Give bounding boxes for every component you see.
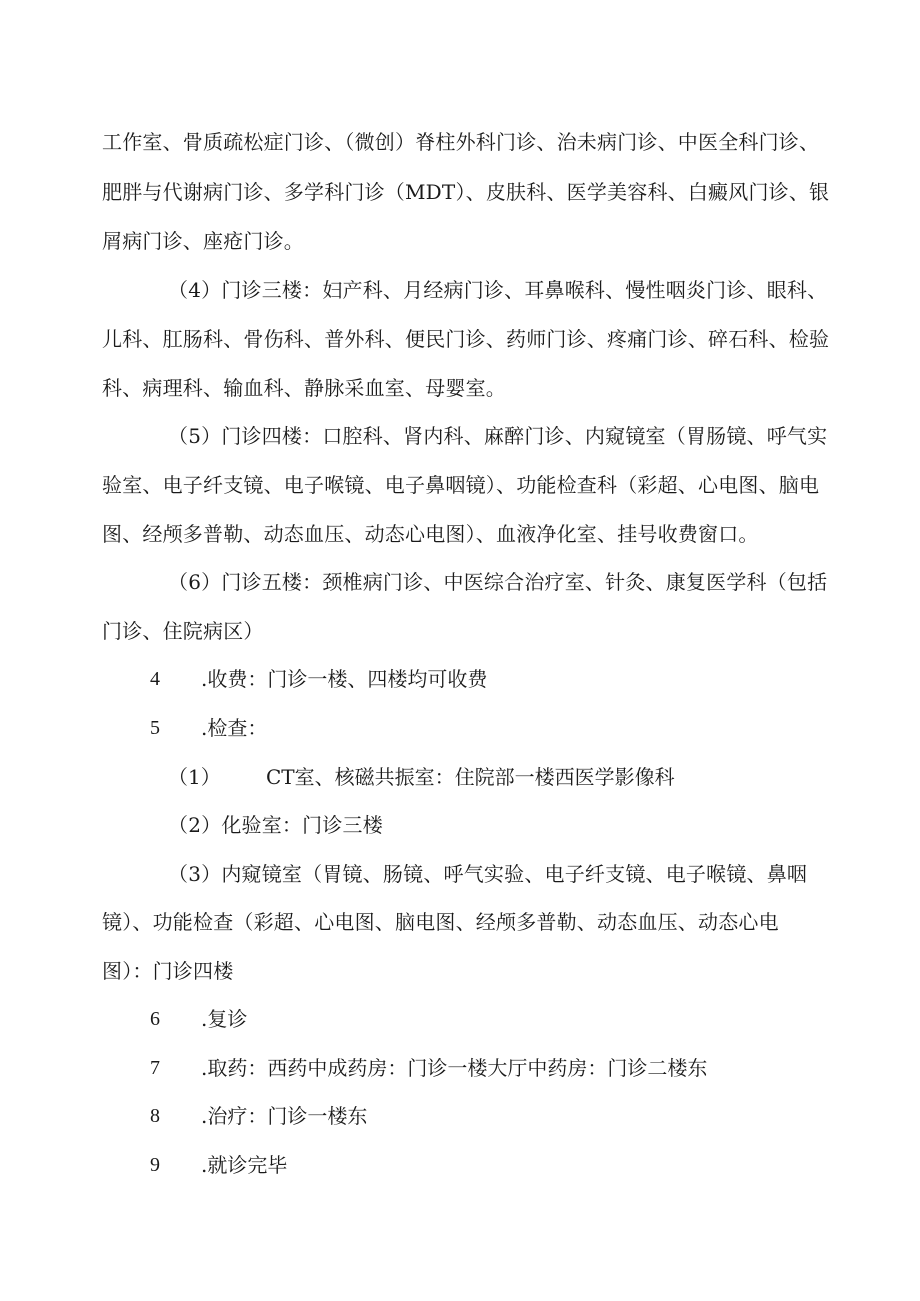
list-item-text: .取药：西药中成药房：门诊一楼大厅中药房：门诊二楼东 <box>201 1056 708 1080</box>
paragraph-line: 镜）、功能检查（彩超、心电图、脑电图、经颅多普勒、动态血压、动态心电 <box>102 910 779 934</box>
paragraph-line: 肥胖与代谢病门诊、多学科门诊（MDT）、皮肤科、医学美容科、白癜风门诊、银 <box>102 180 830 204</box>
paragraph-line: 工作室、骨质疏松症门诊、（微创）脊柱外科门诊、治未病门诊、中医全科门诊、 <box>102 130 820 154</box>
list-number: 7 <box>150 1057 160 1079</box>
list-item-text: .治疗：门诊一楼东 <box>201 1104 368 1128</box>
list-item-text: .检查： <box>201 716 268 740</box>
sub-item-text: CT室、核磁共振室：住院部一楼西医学影像科 <box>266 765 675 789</box>
paragraph-line: 验室、电子纤支镜、电子喉镜、电子鼻咽镜）、功能检查科（彩超、心电图、脑电 <box>102 473 820 497</box>
paragraph-line: （5）门诊四楼：口腔科、肾内科、麻醉门诊、内窥镜室（胃肠镜、呼气实 <box>168 424 828 448</box>
paragraph-line: 图、经颅多普勒、动态血压、动态心电图）、血液净化室、挂号收费窗口。 <box>102 522 759 546</box>
paragraph-line: （6）门诊五楼：颈椎病门诊、中医综合治疗室、针灸、康复医学科（包括 <box>168 570 828 594</box>
paragraph-line: 门诊、住院病区） <box>102 619 264 643</box>
list-number: 6 <box>150 1008 160 1030</box>
list-number: 9 <box>150 1154 160 1176</box>
paragraph-line: （3）内窥镜室（胃镜、肠镜、呼气实验、电子纤支镜、电子喉镜、鼻咽 <box>168 862 808 886</box>
list-number: 4 <box>150 668 160 690</box>
sub-item-text: （2）化验室：门诊三楼 <box>168 813 383 837</box>
paragraph-line: 图）：门诊四楼 <box>102 959 234 983</box>
sub-item-label: （1） <box>168 765 221 789</box>
list-item-text: .收费：门诊一楼、四楼均可收费 <box>201 667 488 691</box>
paragraph-line: 儿科、肛肠科、骨伤科、普外科、便民门诊、药师门诊、疼痛门诊、碎石科、检验 <box>102 327 830 351</box>
list-number: 8 <box>150 1105 160 1127</box>
list-item-text: .复诊 <box>201 1007 248 1031</box>
list-number: 5 <box>150 717 160 739</box>
paragraph-line: 屑病门诊、座疮门诊。 <box>102 229 304 253</box>
paragraph-line: （4）门诊三楼：妇产科、月经病门诊、耳鼻喉科、慢性咽炎门诊、眼科、 <box>168 278 828 302</box>
paragraph-line: 科、病理科、输血科、静脉采血室、母婴室。 <box>102 376 506 400</box>
list-item-text: .就诊完毕 <box>201 1153 288 1177</box>
